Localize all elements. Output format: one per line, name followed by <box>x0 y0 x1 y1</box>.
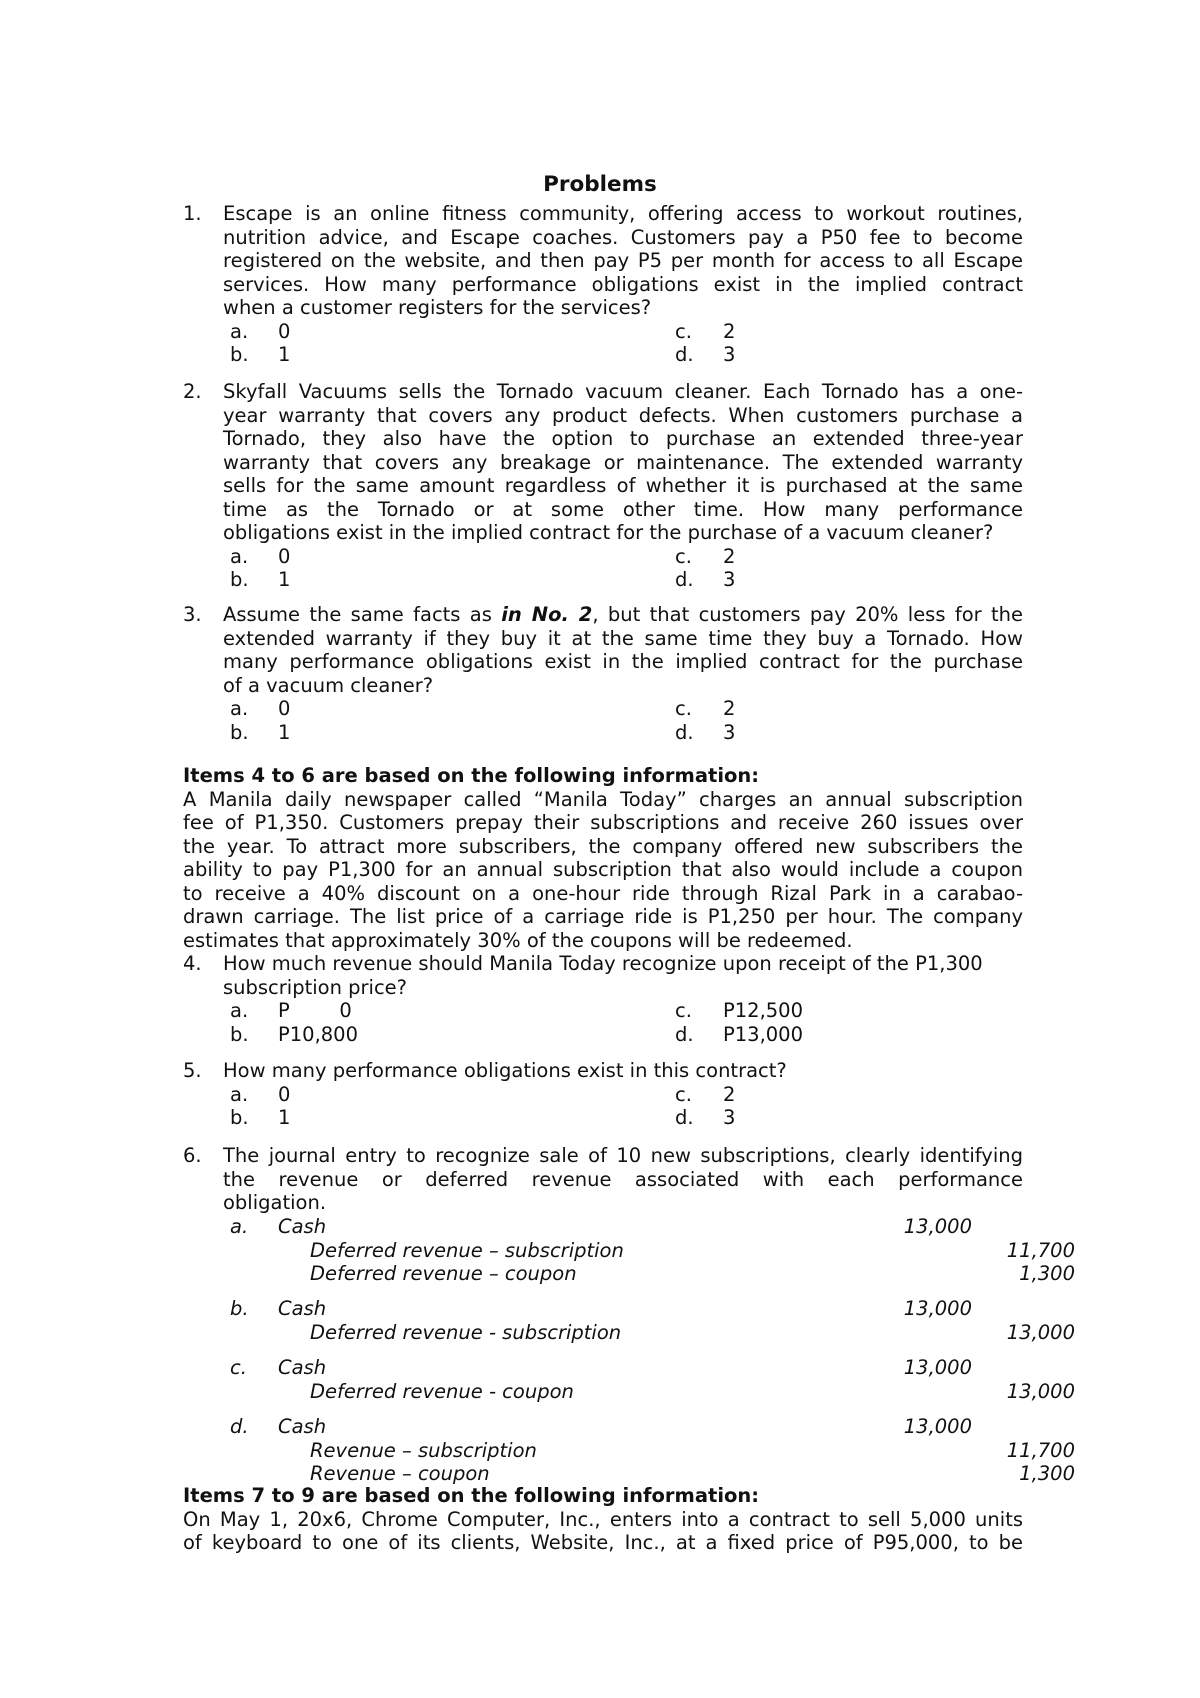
choice-d: d. 3 <box>675 720 736 744</box>
question-4 <box>183 952 1023 1046</box>
info-text-line: On May 1, 20x6, Chrome Computer, Inc., enters into a contract to sell 5,000 units <box>183 1507 1023 1531</box>
question-text-line: How much revenue should Manila Today recognize upon receipt of the P1,300 <box>223 952 983 975</box>
items-7-9-info <box>183 1484 1023 1555</box>
choice-a: a. 0 <box>230 319 291 343</box>
info-text-line: A Manila daily newspaper called “Manila Today” charges an annual subscription <box>183 787 1023 811</box>
question-text-line: Escape is an online fitness community, offering access to workout routines, <box>223 202 1023 225</box>
credit-amount: 13,000 <box>1006 1320 1075 1344</box>
debit-account: Cash <box>278 1297 327 1320</box>
answer-choices <box>223 545 1023 592</box>
emphasis-reference: in No. 2 <box>501 603 593 626</box>
credit-account: Revenue – subscription <box>310 1438 537 1462</box>
info-text-line: the year. To attract more subscribers, the company offered new subscribers the <box>183 834 1023 858</box>
question-number: 1. <box>183 202 202 225</box>
question-number: 3. <box>183 603 202 626</box>
info-text-line: of keyboard to one of its clients, Website, Inc., at a fixed price of P95,000, to be <box>183 1531 1023 1554</box>
credit-amount: 1,300 <box>1019 1262 1075 1285</box>
question-text-line: time as the Tornado or at some other time. How many performance <box>223 497 1023 521</box>
choice-b: b. 1 <box>230 1106 291 1129</box>
answer-choices <box>223 999 1023 1046</box>
choice-c: c. 2 <box>675 544 736 568</box>
question-number: 6. <box>183 1144 202 1167</box>
question-text-line: The journal entry to recognize sale of 10 new subscriptions, clearly identifying <box>223 1144 1023 1167</box>
question-number: 4. <box>183 952 202 975</box>
credit-account: Deferred revenue – coupon <box>310 1262 577 1285</box>
info-text-line: ability to pay P1,300 for an annual subscription that also would include a coupon <box>183 858 1023 881</box>
debit-amount: 13,000 <box>903 1297 972 1320</box>
journal-entry-d: d. Cash 13,000 Revenue – subscription 11,700 Revenue – coupon 1,300 <box>230 1415 1075 1485</box>
info-text-line: to receive a 40% discount on a one-hour ride through Rizal Park in a carabao- <box>183 881 1023 905</box>
choice-c: c. 2 <box>675 1082 736 1106</box>
debit-amount: 13,000 <box>903 1415 972 1438</box>
credit-account: Deferred revenue - subscription <box>310 1320 622 1344</box>
debit-amount: 13,000 <box>903 1356 972 1379</box>
question-3 <box>183 603 1023 744</box>
question-6 <box>183 1144 1023 1215</box>
question-text-line: when a customer registers for the services? <box>223 296 652 319</box>
question-text-line: registered on the website, and then pay P5 per month for access to all Escape <box>223 249 1023 272</box>
credit-amount: 11,700 <box>1006 1438 1075 1462</box>
question-number: 5. <box>183 1059 202 1082</box>
journal-entry-c: c. Cash 13,000 Deferred revenue - coupon 13,000 <box>230 1356 1075 1403</box>
choice-d: d. 3 <box>675 568 736 591</box>
question-text-line: extended warranty if they buy it at the same time they buy a Tornado. How <box>223 626 1023 650</box>
choice-b: b. 1 <box>230 343 291 366</box>
answer-choices <box>223 1083 1023 1130</box>
question-text-line: obligation. <box>223 1191 327 1214</box>
choice-b: b. 1 <box>230 720 291 744</box>
choice-d: d. 3 <box>675 343 736 366</box>
question-text-line: Skyfall Vacuums sells the Tornado vacuum cleaner. Each Tornado has a one- <box>223 380 1023 403</box>
question-text-line: How many performance obligations exist in this contract? <box>223 1059 787 1082</box>
answer-choices <box>223 697 1023 744</box>
answer-choices <box>223 320 1023 367</box>
question-text-line: year warranty that covers any product defects. When customers purchase a <box>223 403 1023 427</box>
question-text-line: warranty that covers any breakage or maintenance. The extended warranty <box>223 450 1023 474</box>
journal-entry-a: a. Cash 13,000 Deferred revenue – subscription 11,700 Deferred revenue – coupon 1,300 <box>230 1215 1075 1285</box>
info-text-line: estimates that approximately 30% of the coupons will be redeemed. <box>183 928 853 952</box>
choice-c: c. 2 <box>675 697 736 720</box>
choice-d: d. P13,000 <box>675 1022 803 1046</box>
journal-entry-b: b. Cash 13,000 Deferred revenue - subscription 13,000 <box>230 1297 1075 1344</box>
question-text-line: obligations exist in the implied contract for the purchase of a vacuum cleaner? <box>223 521 994 544</box>
question-text-line: the revenue or deferred revenue associated with each performance <box>223 1167 1023 1191</box>
choice-a: a. 0 <box>230 544 291 568</box>
debit-account: Cash <box>278 1415 327 1438</box>
debit-account: Cash <box>278 1356 327 1379</box>
question-text-line: many performance obligations exist in the implied contract for the purchase <box>223 650 1023 673</box>
choice-c: c. P12,500 <box>675 999 803 1022</box>
question-text-line: Tornado, they also have the option to purchase an extended three-year <box>223 427 1023 450</box>
choice-a: a. P 0 <box>230 999 352 1022</box>
question-number: 2. <box>183 380 202 403</box>
question-text-line: Assume the same facts as in No. 2, but that customers pay 20% less for the <box>223 603 1023 626</box>
page-title: Problems <box>543 172 657 197</box>
question-text-line: of a vacuum cleaner? <box>223 673 434 697</box>
question-text-line: subscription price? <box>223 975 408 999</box>
credit-account: Deferred revenue - coupon <box>310 1379 574 1403</box>
question-text-line: sells for the same amount regardless of whether it is purchased at the same <box>223 474 1023 497</box>
question-2 <box>183 380 1023 592</box>
credit-account: Revenue – coupon <box>310 1462 490 1485</box>
credit-account: Deferred revenue – subscription <box>310 1238 624 1262</box>
choice-b: b. 1 <box>230 568 291 591</box>
info-text-line: drawn carriage. The list price of a carriage ride is P1,250 per hour. The company <box>183 905 1023 928</box>
choice-a: a. 0 <box>230 697 291 720</box>
items-4-6-info <box>183 764 1023 952</box>
section-heading: Items 4 to 6 are based on the following information: <box>183 764 760 787</box>
credit-amount: 13,000 <box>1006 1379 1075 1403</box>
question-text-line: services. How many performance obligations exist in the implied contract <box>223 272 1023 296</box>
debit-amount: 13,000 <box>903 1215 972 1238</box>
section-heading: Items 7 to 9 are based on the following information: <box>183 1484 760 1507</box>
question-1 <box>183 202 1023 367</box>
choice-d: d. 3 <box>675 1106 736 1129</box>
info-text-line: fee of P1,350. Customers prepay their subscriptions and receive 260 issues over <box>183 811 1023 834</box>
question-text-line: nutrition advice, and Escape coaches. Customers pay a P50 fee to become <box>223 225 1023 249</box>
choice-c: c. 2 <box>675 319 736 343</box>
choice-b: b. P10,800 <box>230 1022 358 1046</box>
credit-amount: 11,700 <box>1006 1238 1075 1262</box>
credit-amount: 1,300 <box>1019 1462 1075 1485</box>
choice-a: a. 0 <box>230 1082 291 1106</box>
question-5 <box>183 1059 1023 1130</box>
debit-account: Cash <box>278 1215 327 1238</box>
